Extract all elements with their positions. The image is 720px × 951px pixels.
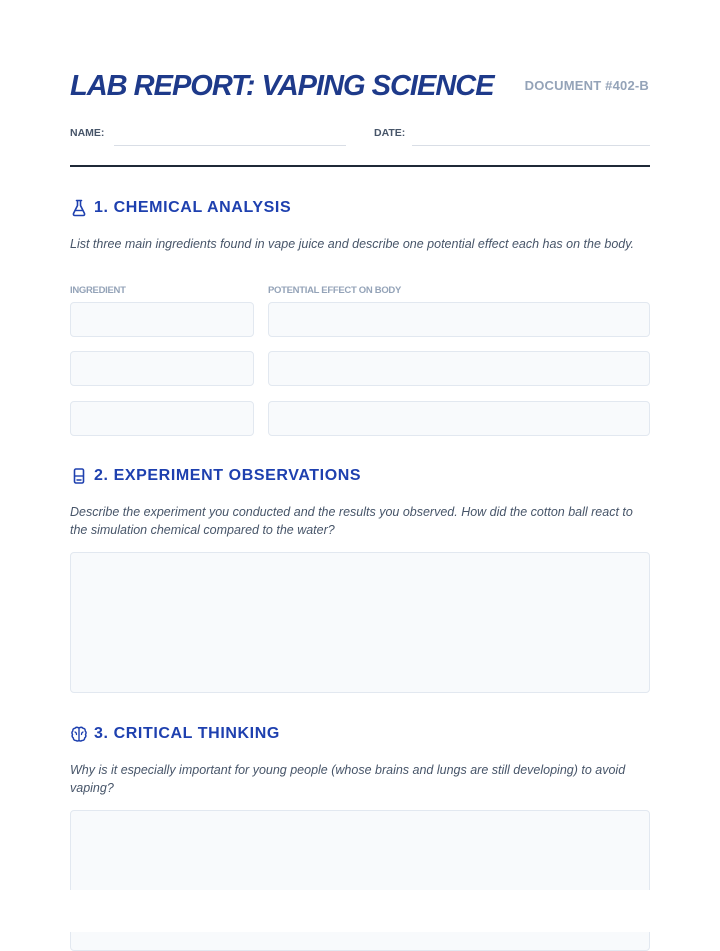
page-bottom-margin bbox=[0, 890, 720, 932]
flask-icon bbox=[70, 199, 88, 217]
section-title: 1. CHEMICAL ANALYSIS bbox=[94, 199, 292, 216]
section-prompt: List three main ingredients found in vape juice and describe one potential effect each has on the body. bbox=[70, 237, 635, 251]
section-chemical-analysis-heading bbox=[70, 196, 291, 220]
name-input-line[interactable] bbox=[114, 145, 346, 146]
column-header-ingredient: INGREDIENT bbox=[70, 285, 126, 296]
effect-input-2[interactable] bbox=[268, 351, 650, 386]
ingredient-input-1[interactable] bbox=[70, 302, 254, 337]
date-field[interactable] bbox=[374, 122, 650, 146]
name-field[interactable] bbox=[70, 122, 346, 146]
section-experiment-heading bbox=[70, 464, 361, 488]
observations-textarea[interactable] bbox=[70, 552, 650, 693]
vape-device-icon bbox=[70, 467, 88, 485]
effect-input-1[interactable] bbox=[268, 302, 650, 337]
section-prompt: Describe the experiment you conducted and the results you observed. How did the cotton ball react to the simulation chemical compared to the water? bbox=[70, 505, 633, 537]
section-prompt: Why is it especially important for young people (whose brains and lungs are still developing) to avoid vaping? bbox=[70, 763, 626, 795]
date-input-line[interactable] bbox=[412, 145, 650, 146]
section-title: 2. EXPERIMENT OBSERVATIONS bbox=[94, 467, 362, 484]
date-label: DATE: bbox=[374, 127, 406, 139]
page-title: LAB REPORT: VAPING SCIENCE bbox=[70, 70, 494, 102]
ingredient-input-3[interactable] bbox=[70, 401, 254, 436]
column-header-effect: POTENTIAL EFFECT ON BODY bbox=[268, 285, 402, 296]
section-title: 3. CRITICAL THINKING bbox=[94, 725, 280, 742]
ingredient-input-2[interactable] bbox=[70, 351, 254, 386]
brain-icon bbox=[70, 725, 88, 743]
section-critical-thinking-heading bbox=[70, 722, 280, 746]
name-label: NAME: bbox=[70, 127, 105, 139]
effect-input-3[interactable] bbox=[268, 401, 650, 436]
document-id: DOCUMENT #402-B bbox=[524, 78, 649, 93]
header-divider bbox=[70, 165, 650, 167]
